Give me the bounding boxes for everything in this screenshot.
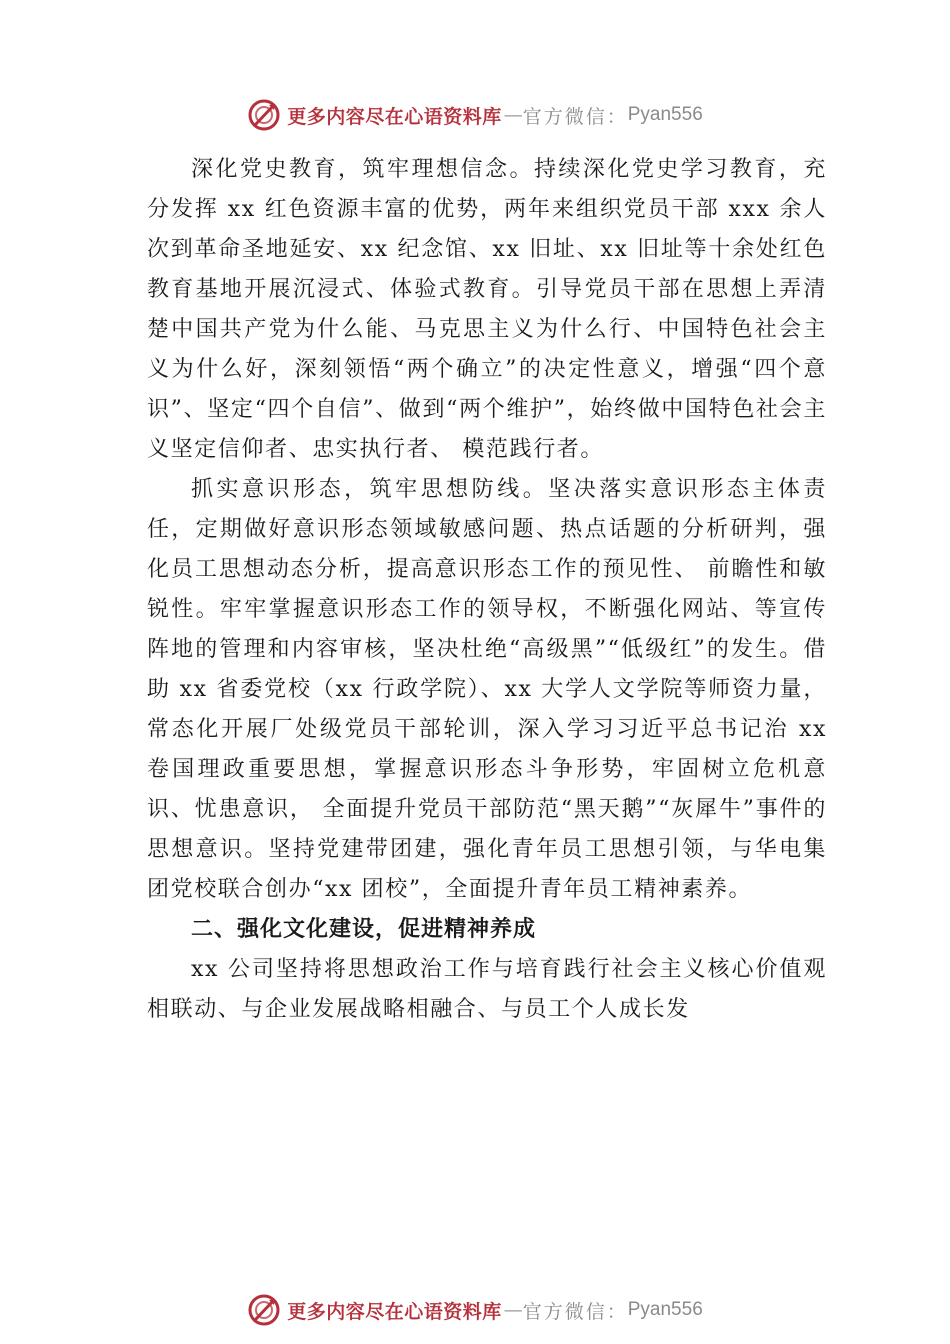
footer-wechat-account: Pyan556 <box>627 1299 703 1320</box>
document-body <box>147 150 827 1030</box>
logo-icon <box>247 98 281 132</box>
section-heading-2: 二、强化文化建设，促进精神养成 <box>191 917 537 942</box>
footer-watermark <box>0 1290 950 1330</box>
logo-icon <box>247 1293 281 1327</box>
header-wechat-label: 官方微信： <box>522 105 628 128</box>
paragraph-culture: xx 公司坚持将思想政治工作与培育践行社会主义核心价值观相联动、与企业发展战略相融合、与员工个人成长发 <box>147 957 827 1022</box>
footer-wechat-label: 官方微信： <box>522 1300 628 1323</box>
header-dash: — <box>503 104 521 126</box>
footer-site-name: 更多内容尽在心语资料库 <box>287 1300 502 1323</box>
header-wechat-account: Pyan556 <box>627 104 703 125</box>
footer-dash: — <box>503 1299 521 1321</box>
paragraph-ideology: 抓实意识形态，筑牢思想防线。坚决落实意识形态主体责任，定期做好意识形态领域敏感问题、热点话题的分析研判，强化员工思想动态分析，提高意识形态工作的预见性、 前瞻性和敏锐性。牢牢掌握意识形态工作的领导权，不断强化网站、等宣传阵地的管理和内容审核，坚决杜绝“高级黑”“低级红”的发生。借助 xx 省委党校（xx 行政学院）、xx 大学人文学院等师资力量，常态化开展厂处级党员干部轮训，深入学习习近平总书记治 xx 卷国理政重要思想，掌握意识形态斗争形势，牢固树立危机意识、忧患意识， 全面提升党员干部防范“黑天鹅”“灰犀牛”事件的思想意识。坚持党建带团建，强化青年员工思想引领，与华电集团党校联合创办“xx 团校”，全面提升青年员工精神素养。 <box>147 477 827 902</box>
paragraph-party-history: 深化党史教育，筑牢理想信念。持续深化党史学习教育，充分发挥 xx 红色资源丰富的优势，两年来组织党员干部 xxx 余人次到革命圣地延安、xx 纪念馆、xx 旧址、xx 旧址等十余处红色教育基地开展沉浸式、体验式教育。引导党员干部在思想上弄清楚中国共产党为什么能、马克思主义为什么行、中国特色社会主义为什么好，深刻领悟“两个确立”的决定性意义，增强“四个意识”、坚定“四个自信”、做到“两个维护”，始终做中国特色社会主义坚定信仰者、忠实执行者、 模范践行者。 <box>147 157 827 462</box>
header-watermark <box>0 95 950 135</box>
header-site-name: 更多内容尽在心语资料库 <box>287 105 502 128</box>
